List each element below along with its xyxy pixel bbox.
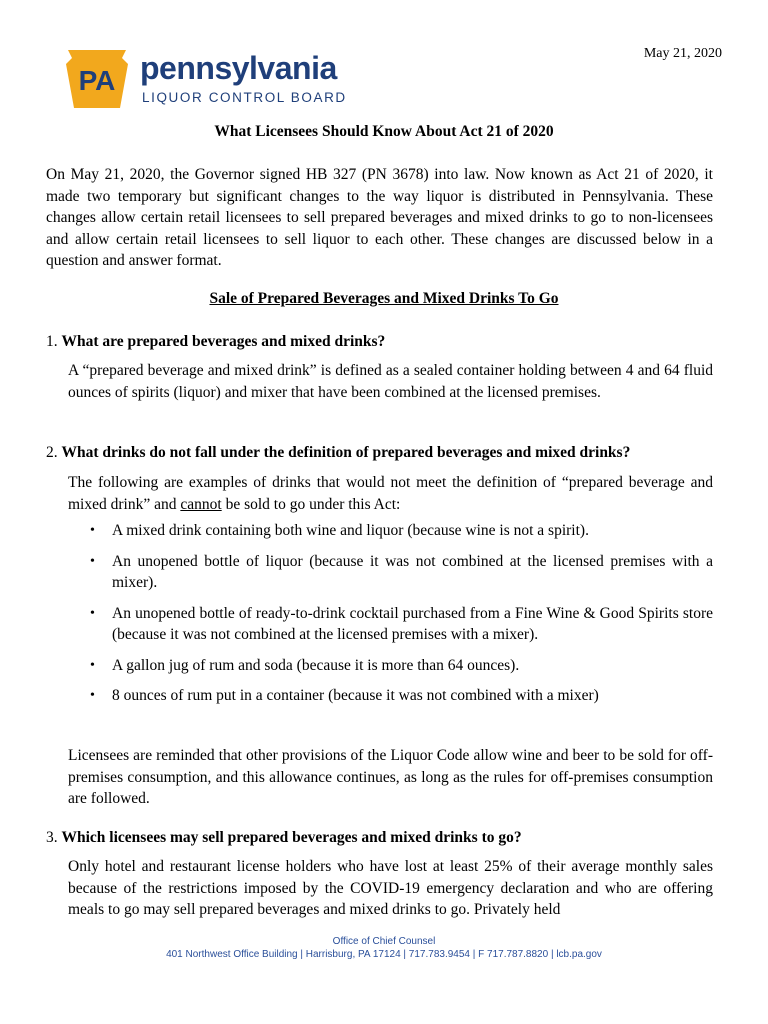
- page-footer: [0, 935, 768, 961]
- document-title: What Licensees Should Know About Act 21 of 2020: [214, 123, 554, 140]
- list-item-text: A mixed drink containing both wine and liquor (because wine is not a spirit).: [112, 522, 589, 539]
- question-text: What are prepared beverages and mixed drinks?: [61, 333, 386, 350]
- question-number: 2.: [46, 444, 58, 461]
- footer-address: 401 Northwest Office Building | Harrisburg, PA 17124 | 717.783.9454 | F 717.787.8820 | lcb.pa.gov: [166, 949, 602, 960]
- plcb-logo: [62, 44, 352, 124]
- answer-2-note: Licensees are reminded that other provisions of the Liquor Code allow wine and beer to be sold for off-premises consumption, and this allowance continues, as long as the rules for off-premises consumption are followed.: [68, 747, 713, 807]
- bullet-icon: •: [90, 605, 95, 621]
- question-number: 1.: [46, 333, 58, 350]
- brand-subtitle: LIQUOR CONTROL BOARD: [142, 90, 347, 105]
- question-number: 3.: [46, 829, 58, 846]
- bullet-icon: •: [90, 657, 95, 673]
- question-3: [46, 829, 726, 847]
- brand-name: pennsylvania: [140, 50, 337, 86]
- question-1: [46, 333, 726, 351]
- answer-2-part1: The following are examples of drinks that would not meet the definition of “prepared beverage and mixed drink” and: [68, 474, 713, 513]
- answer-2: [68, 472, 713, 515]
- question-text: Which licensees may sell prepared beverages and mixed drinks to go?: [61, 829, 522, 846]
- answer-2-emphasis: cannot: [180, 495, 222, 513]
- list-item: [90, 520, 713, 542]
- list-item-text: A gallon jug of rum and soda (because it is more than 64 ounces).: [112, 656, 520, 674]
- list-item-text: An unopened bottle of liquor (because it was not combined at the licensed premises with a mixer).: [112, 552, 713, 591]
- list-item: [90, 655, 713, 677]
- section-heading: Sale of Prepared Beverages and Mixed Drinks To Go: [209, 290, 559, 307]
- question-text: What drinks do not fall under the definition of prepared beverages and mixed drinks?: [61, 444, 631, 461]
- list-item-text: 8 ounces of rum put in a container (because it was not combined with a mixer): [112, 687, 599, 704]
- list-item-text: An unopened bottle of ready-to-drink cocktail purchased from a Fine Wine & Good Spirits store (because it was not combined at the licensed premises with a mixer).: [112, 604, 713, 643]
- bullet-icon: •: [90, 553, 95, 569]
- answer-3: Only hotel and restaurant license holders who have lost at least 25% of their average monthly sales because of the restrictions imposed by the COVID-19 emergency declaration and who are offering meals to go may sell prepared beverages and mixed drinks to go. Privately held: [68, 858, 713, 918]
- list-item: [90, 551, 713, 594]
- answer-1: A “prepared beverage and mixed drink” is defined as a sealed container holding between 4 and 64 fluid ounces of spirits (liquor) and mixer that have been combined at the licensed premises.: [68, 362, 713, 401]
- examples-list: [90, 520, 713, 716]
- document-date: May 21, 2020: [643, 46, 722, 61]
- footer-office: Office of Chief Counsel: [332, 936, 436, 947]
- list-item: [90, 685, 713, 707]
- answer-2-part2: be sold to go under this Act:: [221, 495, 401, 513]
- logo-mark-text: PA: [78, 65, 116, 96]
- intro-paragraph: On May 21, 2020, the Governor signed HB 327 (PN 3678) into law. Now known as Act 21 of 2020, it made two temporary but significant changes to the way liquor is distributed in Pennsylvania. These changes allow certain retail licensees to sell prepared beverages and mixed drinks to go to non-licensees and allow certain retail licensees to sell liquor to each other. These changes are discussed below in a question and answer format.: [46, 166, 713, 269]
- keystone-logo-icon: [62, 44, 132, 114]
- list-item: [90, 603, 713, 646]
- bullet-icon: •: [90, 523, 95, 538]
- question-2: [46, 444, 726, 462]
- bullet-icon: •: [90, 688, 95, 703]
